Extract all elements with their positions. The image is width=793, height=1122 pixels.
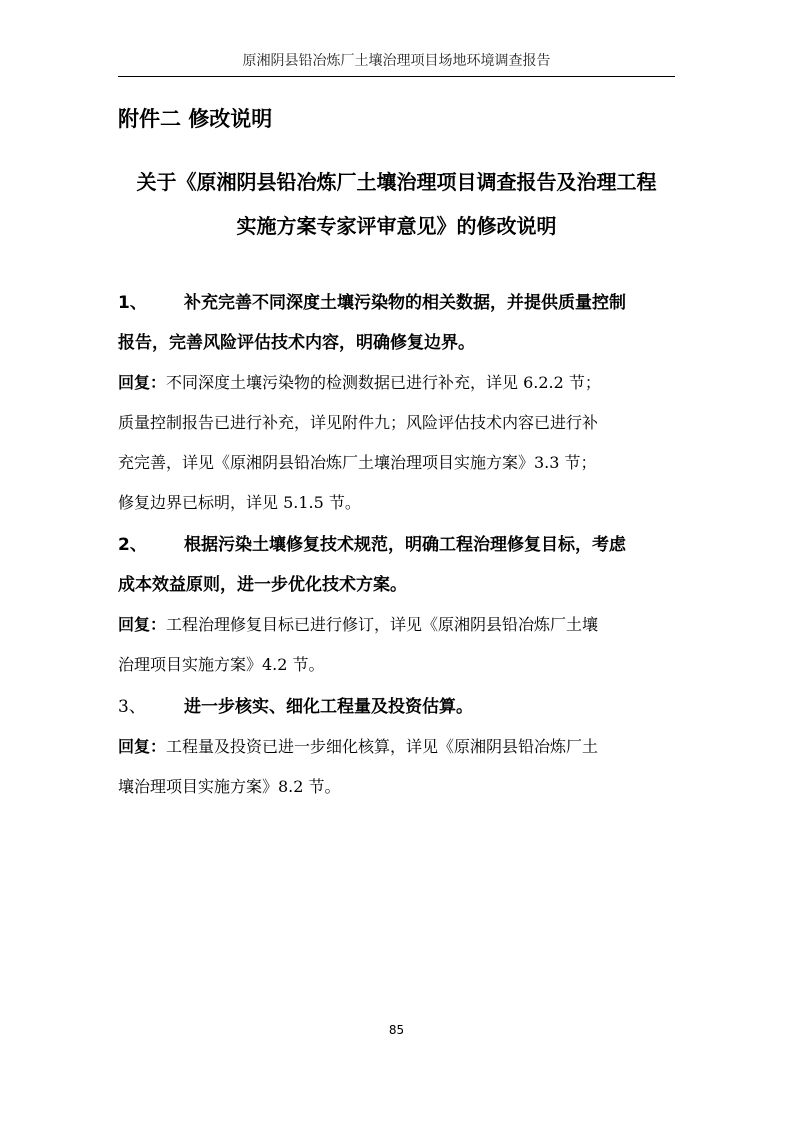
- item-number: 3、: [118, 697, 146, 717]
- item-text-continued: 报告，完善风险评估技术内容，明确修复边界。: [118, 333, 475, 353]
- reply-text: 治理项目实施方案》4.2 节。: [118, 655, 325, 674]
- item-number: 1、: [118, 293, 147, 313]
- reply-block: [118, 727, 675, 807]
- document-title-line-1: 关于《原湘阴县铅冶炼厂土壤治理项目调查报告及治理工程: [136, 170, 657, 194]
- item-text: 补充完善不同深度土壤污染物的相关数据，并提供质量控制: [184, 293, 626, 313]
- reply-text: 壤治理项目实施方案》8.2 节。: [118, 777, 341, 796]
- item-text-continued: 成本效益原则，进一步优化技术方案。: [118, 575, 407, 595]
- reply-label: 回复：: [118, 737, 167, 756]
- reply-text: 修复边界已标明，详见 5.1.5 节。: [118, 493, 361, 512]
- reply-text: 充完善，详见《原湘阴县铅冶炼厂土壤治理项目实施方案》3.3 节；: [118, 453, 597, 472]
- reply-text: 工程治理修复目标已进行修订，详见《原湘阴县铅冶炼厂土壤: [166, 615, 599, 634]
- item-number: 2、: [118, 535, 147, 555]
- document-title: [118, 160, 675, 248]
- reply-block: [118, 363, 675, 523]
- item-text: 根据污染土壤修复技术规范，明确工程治理修复目标，考虑: [184, 535, 626, 555]
- revision-item: [118, 687, 675, 727]
- reply-block: [118, 605, 675, 685]
- page-number: 85: [388, 1023, 405, 1037]
- reply-text: 质量控制报告已进行补充，详见附件九；风险评估技术内容已进行补: [118, 413, 599, 432]
- annex-title: 附件二 修改说明: [118, 107, 273, 131]
- revision-list: [118, 283, 675, 809]
- revision-item: [118, 525, 675, 605]
- reply-text: 工程量及投资已进一步细化核算，详见《原湘阴县铅冶炼厂土: [166, 737, 599, 756]
- revision-item: [118, 283, 675, 363]
- page-header: 原湘阴县铅冶炼厂土壤治理项目场地环境调查报告: [118, 50, 675, 77]
- reply-label: 回复：: [118, 615, 167, 634]
- reply-label: 回复：: [118, 373, 167, 392]
- document-title-line-2: 实施方案专家评审意见》的修改说明: [236, 214, 557, 238]
- item-text: 进一步核实、细化工程量及投资估算。: [184, 697, 473, 717]
- reply-text: 不同深度土壤污染物的检测数据已进行补充，详见 6.2.2 节；: [166, 373, 601, 392]
